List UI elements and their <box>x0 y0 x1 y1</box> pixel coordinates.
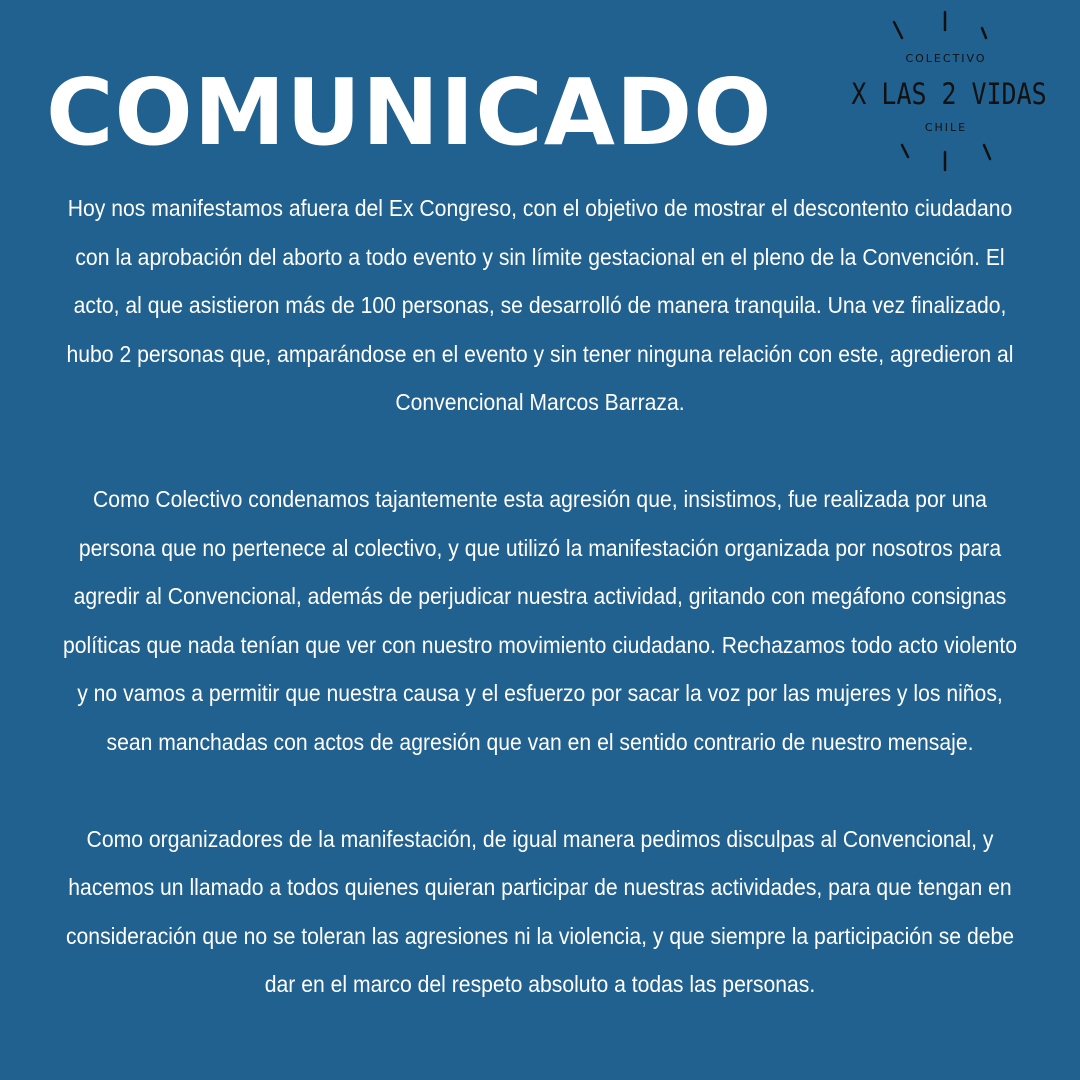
paragraph-2: Como Colectivo condenamos tajantemente esta agresión que, insistimos, fue realizada por una persona que no pertenece al colectivo, y que utilizó la manifestación organizada por nosotros para agredir al Convencional, además de perjudicar nuestra actividad, gritando con megáfono consignas políticas que nada tenían que ver con nuestro movimiento ciudadano. Rechazamos todo acto violento y no vamos a permitir que nuestra causa y el esfuerzo por sacar la voz por las mujeres y los niños, sean manchadas con actos de agresión que van en el sentido contrario de nuestro mensaje. <box>63 486 1017 755</box>
paragraph-1: Hoy nos manifestamos afuera del Ex Congreso, con el objetivo de mostrar el descontento ciudadano con la aprobación del aborto a todo evento y sin límite gestacional en el pleno de la Convención. El acto, al que asistieron más de 100 personas, se desarrolló de manera tranquila. Una vez finalizado, hubo 2 personas que, amparándose en el evento y sin tener ninguna relación con este, agredieron al Convencional Marcos Barraza. <box>66 195 1014 415</box>
statement-body <box>62 184 1019 1009</box>
logo-top-text: COLECTIVO <box>905 52 987 65</box>
paragraph-3: Como organizadores de la manifestación, de igual manera pedimos disculpas al Convencional, y hacemos un llamado a todos quienes quieran participar de nuestras actividades, para que tengan en consideración que no se toleran las agresiones ni la violencia, y que siempre la participación se debe dar en el marco del respeto absoluto a todas las personas. <box>65 825 1015 997</box>
logo-main-text: X LAS 2 VIDAS <box>851 77 1047 111</box>
page-title: COMUNICADO <box>46 59 773 166</box>
logo <box>836 0 1056 175</box>
logo-bottom-text: CHILE <box>924 121 968 134</box>
